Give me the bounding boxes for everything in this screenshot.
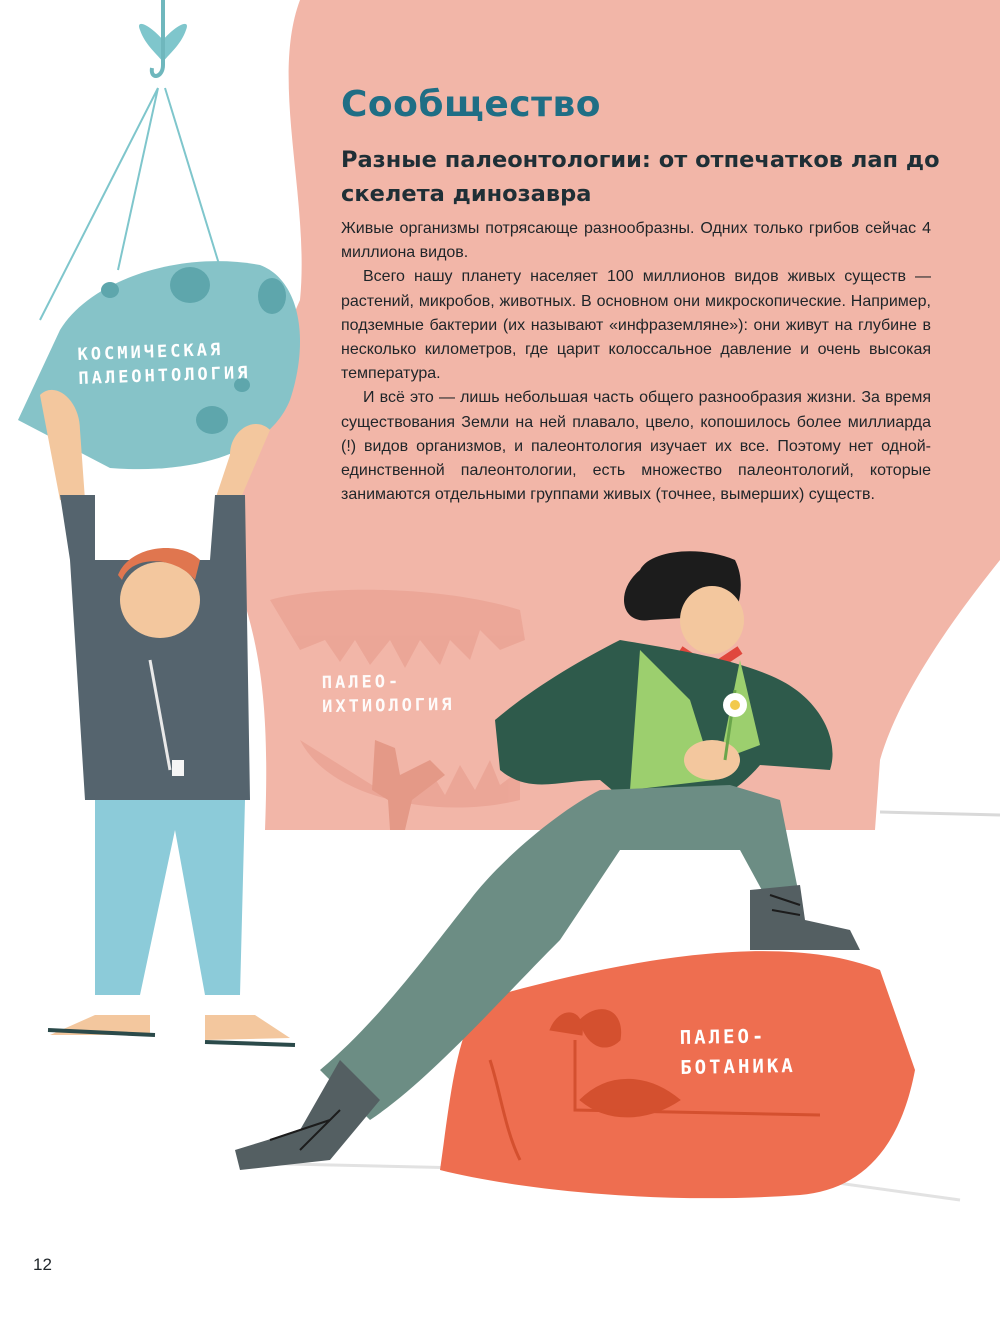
paragraph-1: Живые организмы потрясающе разнообразны. Одних только грибов сейчас 4 миллиона видов.: [341, 220, 931, 262]
page-number: 12: [33, 1255, 52, 1274]
paragraph-2: Всего нашу планету населяет 100 миллионов видов живых существ — растений, микробов, животных. В основном они микроскопические. Например, подземные бактерии (их называют «инфраземляне»): они живут на глубине в несколько километров, где царит колоссальное давление и очень высокая температура.: [341, 268, 931, 383]
paleobotany-label: ПАЛЕО- БОТАНИКА: [679, 1025, 796, 1080]
section-title: Сообщество: [341, 84, 601, 125]
subtitle: Разные палеонтологии: от отпечатков лап до скелета динозавра: [341, 147, 940, 207]
paragraph-3: И всё это — лишь небольшая часть общего разнообразия жизни. За время существования Земли на ней плавало, цвело, копошилось более миллиарда (!) видов организмов, и палеонтология изучает их все. Поэтому нет одной-единственной палеонтологии, есть множество палеонтологий, которые занимаются отдельными группами живых (точнее, вымерших) существ.: [341, 389, 931, 504]
body-text: [341, 217, 931, 507]
ground-line-2: [880, 812, 1000, 815]
paleoichthyology-label: ПАЛЕО- ИХТИОЛОГИЯ: [321, 671, 455, 718]
space-paleontology-label: КОСМИЧЕСКАЯ ПАЛЕОНТОЛОГИЯ: [77, 339, 251, 389]
